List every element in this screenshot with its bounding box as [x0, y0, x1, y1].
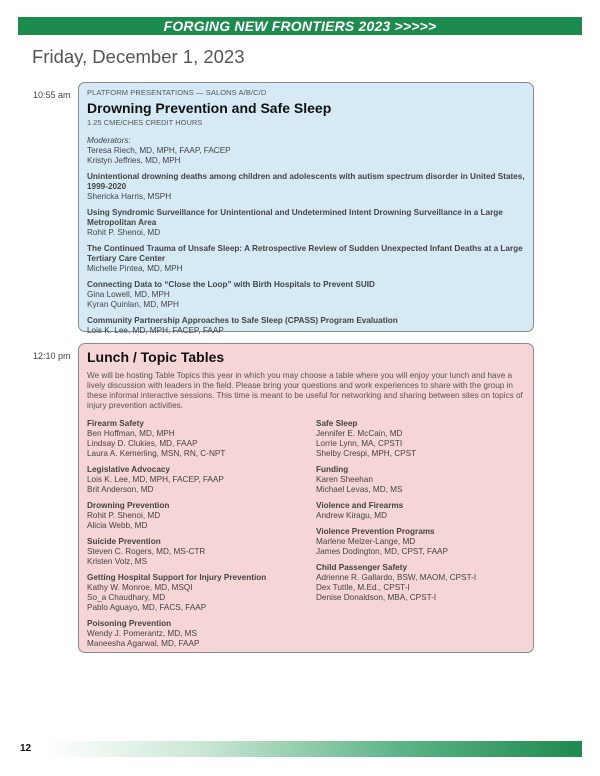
host-name: Jennifer E. McCain, MD [316, 429, 403, 438]
host-name: Karen Sheehan [316, 475, 373, 484]
host-name: Rohit P. Shenoi, MD [87, 511, 161, 520]
talk-item [87, 172, 525, 202]
host-name: Kristen Volz, MS [87, 557, 148, 566]
topic-table [87, 465, 315, 495]
host-name: Kathy W. Monroe, MD, MSQI [87, 583, 193, 592]
topic-title: Funding [316, 465, 349, 474]
topic-table [87, 501, 315, 531]
speaker-name: Michelle Pintea, MD, MPH [87, 264, 183, 273]
moderator-name: Kristyn Jeffries, MD, MPH [87, 156, 181, 165]
host-name: Alicia Webb, MD [87, 521, 148, 530]
moderators-label: Moderators: [87, 136, 131, 145]
page-date-heading: Friday, December 1, 2023 [32, 46, 245, 67]
host-name: Shelby Crespi, MPH, CPST [316, 449, 417, 458]
talk-title: Using Syndromic Surveillance for Unintentional and Undetermined Intent Drowning Surveillance in a Large Metropolitan Area [87, 208, 503, 227]
moderator-name: Teresa Riech, MD, MPH, FAAP, FACEP [87, 146, 231, 155]
session-title: Lunch / Topic Tables [87, 349, 225, 365]
host-name: Maneesha Agarwal, MD, FAAP [87, 639, 200, 648]
speaker-name: Gina Lowell, MD, MPH [87, 290, 170, 299]
topic-table [87, 419, 315, 459]
topic-table [316, 563, 544, 603]
topic-title: Violence and Firearms [316, 501, 404, 510]
host-name: James Dodington, MD, CPST, FAAP [316, 547, 448, 556]
talk-item [87, 280, 525, 310]
host-name: Ben Hoffman, MD, MPH [87, 429, 175, 438]
session-card-drowning-safe-sleep [78, 82, 534, 335]
topic-title: Child Passenger Safety [316, 563, 408, 572]
host-name: Steven C. Rogers, MD, MS-CTR [87, 547, 206, 556]
topic-table [87, 537, 315, 567]
talk-title: Unintentional drowning deaths among children and adolescents with autism spectrum disorder in United States, 1999-2020 [87, 172, 525, 191]
talk-item [87, 244, 525, 274]
topic-table [316, 501, 544, 521]
host-name: Dex Tuttle, M.Ed., CPST-I [316, 583, 410, 592]
host-name: Wendy J. Pomerantz, MD, MS [87, 629, 197, 638]
talk-item [87, 316, 525, 336]
talk-item [87, 208, 525, 238]
topic-table [316, 465, 544, 495]
session-time-1: 10:55 am [33, 90, 71, 100]
speaker-name: Shericka Harris, MSPH [87, 192, 172, 201]
topic-title: Poisoning Prevention [87, 619, 172, 628]
topic-title: Firearm Safety [87, 419, 144, 428]
topic-title: Legislative Advocacy [87, 465, 170, 474]
host-name: Lois K. Lee, MD, MPH, FACEP, FAAP [87, 475, 224, 484]
topic-column-right [316, 419, 544, 609]
host-name: Denise Donaldson, MBA, CPST-I [316, 593, 437, 602]
speaker-name: Rohit P. Shenoi, MD [87, 228, 161, 237]
session-card-lunch-topic-tables [78, 343, 534, 653]
session-eyebrow: PLATFORM PRESENTATIONS — SALONS A/B/C/D [87, 88, 267, 97]
speaker-name: Lois K. Lee, MD, MPH, FACEP, FAAP [87, 326, 224, 335]
footer-gradient-bar [46, 741, 582, 757]
host-name: Pablo Aguayo, MD, FACS, FAAP [87, 603, 207, 612]
host-name: Lindsay D. Clukies, MD, FAAP [87, 439, 198, 448]
topic-title: Getting Hospital Support for Injury Prevention [87, 573, 267, 582]
topic-table [316, 527, 544, 557]
host-name: Michael Levas, MD, MS [316, 485, 403, 494]
talk-title: Community Partnership Approaches to Safe Sleep (CPASS) Program Evaluation [87, 316, 398, 325]
host-name: Andrew Kiragu, MD [316, 511, 387, 520]
host-name: Marlene Melzer-Lange, MD [316, 537, 416, 546]
speaker-name: Kyran Quinlan, MD, MPH [87, 300, 179, 309]
host-name: Adrienne R. Gallardo, BSW, MAOM, CPST-I [316, 573, 477, 582]
topic-title: Violence Prevention Programs [316, 527, 435, 536]
topic-title: Drowning Prevention [87, 501, 170, 510]
topic-table [87, 619, 315, 649]
session-time-2: 12:10 pm [33, 351, 71, 361]
host-name: Laura A. Kemerling, MSN, RN, C-NPT [87, 449, 226, 458]
topic-title: Safe Sleep [316, 419, 358, 428]
conference-banner: FORGING NEW FRONTIERS 2023 >>>>> [18, 17, 582, 35]
session-title: Drowning Prevention and Safe Sleep [87, 100, 332, 116]
topic-column-left [87, 419, 315, 655]
credit-hours: 1.25 CME/CHES CREDIT HOURS [87, 118, 203, 127]
topic-title: Suicide Prevention [87, 537, 161, 546]
topic-table [316, 419, 544, 459]
host-name: So_a Chaudhary, MD [87, 593, 166, 602]
topic-table [87, 573, 315, 613]
host-name: Brit Anderson, MD [87, 485, 154, 494]
host-name: Lorrie Lynn, MA, CPSTI [316, 439, 403, 448]
topic-tables-grid [87, 419, 525, 648]
page-number: 12 [20, 743, 32, 754]
talk-title: Connecting Data to “Close the Loop” with Birth Hospitals to Prevent SUID [87, 280, 375, 289]
talk-title: The Continued Trauma of Unsafe Sleep: A Retrospective Review of Sudden Unexpected Infant Deaths at a Large Tertiary Care Center [87, 244, 523, 263]
session-description: We will be hosting Table Topics this year in which you may choose a table where you will enjoy your lunch and have a lively discussion with leaders in the field. Please bring your questions and work experiences to share with the group in these informal interactive sessions. This time is meant to be useful for networking and sharing between sites on topics of injury prevention activities. [87, 371, 523, 410]
